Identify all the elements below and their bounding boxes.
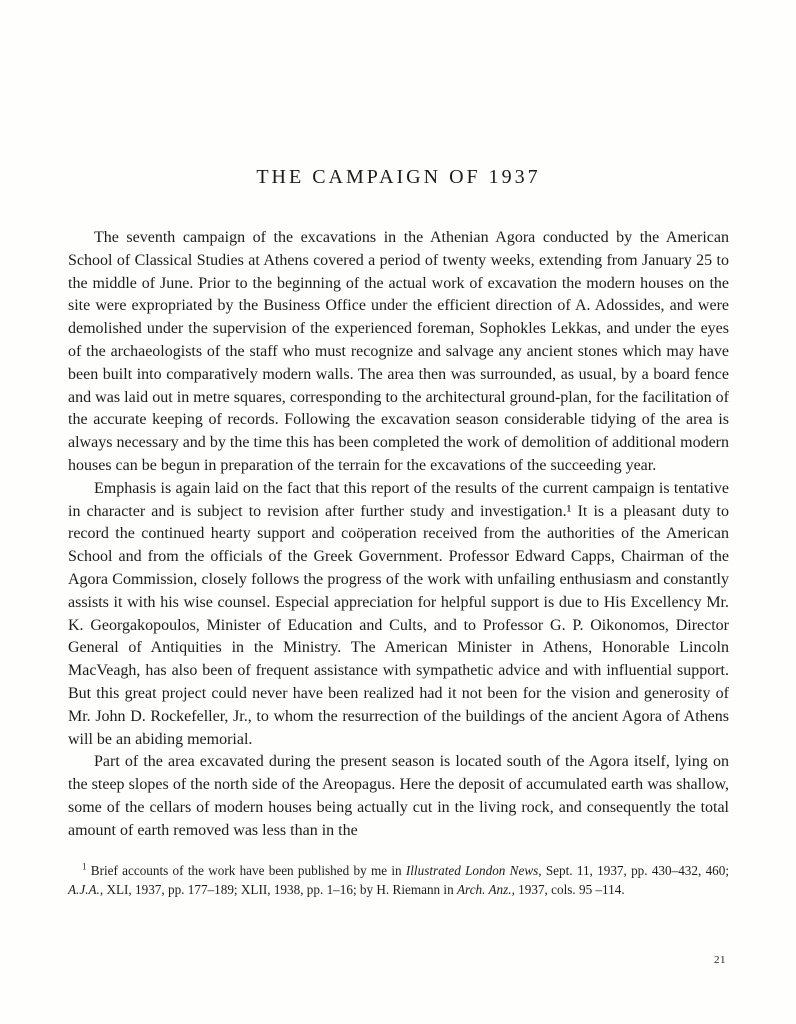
text-column	[68, 0, 729, 899]
footnote-text: 1937, cols. 95 –114.	[514, 881, 625, 897]
footnote-citation-title: Illustrated London News,	[405, 862, 542, 878]
paragraph-3: Part of the area excavated during the present season is located south of the Agora itself, lying on the steep slopes of the north side of the Areopagus. Here the deposit of accumulated earth was shallow, some of the cellars of modern houses being actually cut in the living rock, and consequently the total amount of earth removed was less than in the	[68, 753, 729, 839]
footnote-citation-title: Arch. Anz.,	[457, 881, 515, 897]
page-number: 21	[714, 954, 726, 966]
body-text	[68, 227, 729, 843]
footnote	[68, 861, 729, 899]
paragraph-2: Emphasis is again laid on the fact that this report of the results of the current campaign is tentative in character and is subject to revision after further study and investigation.¹ It is a pleasant duty to record the continued hearty support and coöperation received from the authorities of the American School and from the officials of the Greek Government. Professor Edward Capps, Chairman of the Agora Commission, closely follows the progress of the work with unfailing enthusiasm and constantly assists it with his wise counsel. Especial appreciation for helpful support is due to His Excellency Mr. K. Georgakopoulos, Minister of Education and Cults, and to Professor G. P. Oikonomos, Director General of Antiquities in the Ministry. The American Minister in Athens, Honorable Lincoln MacVeagh, has also been of frequent assistance with sympathetic advice and with influential support. But this great project could never have been realized had it not been for the vision and generosity of Mr. John D. Rockefeller, Jr., to whom the resurrection of the buildings of the ancient Agora of Athens will be an abiding memorial.	[68, 479, 729, 748]
page-title: THE CAMPAIGN OF 1937	[256, 166, 541, 188]
footnote-text: Sept. 11, 1937, pp. 430–432, 460;	[541, 862, 730, 878]
paragraph-1: The seventh campaign of the excavations in the Athenian Agora conducted by the American School of Classical Studies at Athens covered a period of twenty weeks, extending from January 25 to the middle of June. Prior to the beginning of the actual work of excavation the modern houses on the site were expropriated by the Business Office under the efficient direction of A. Adossides, and were demolished under the supervision of the experienced foreman, Sophokles Lekkas, and under the eyes of the archaeologists of the staff who must recognize and salvage any ancient stones which may have been built into comparatively modern walls. The area then was surrounded, as usual, by a board fence and was laid out in metre squares, corresponding to the architectural ground-plan, for the facilitation of the accurate keeping of records. Following the excavation season considerable tidying of the area is always necessary and by the time this has been completed the work of demolition of additional modern houses can be begun in preparation of the terrain for the excavations of the succeeding year.	[68, 229, 729, 474]
footnote-citation-title: A.J.A.,	[68, 881, 104, 897]
footnote-text: Brief accounts of the work have been published by me in	[86, 862, 406, 878]
footnote-text: XLI, 1937, pp. 177–189; XLII, 1938, pp. 1–16; by H. Riemann in	[103, 881, 457, 897]
footnote-marker: 1	[82, 861, 87, 872]
